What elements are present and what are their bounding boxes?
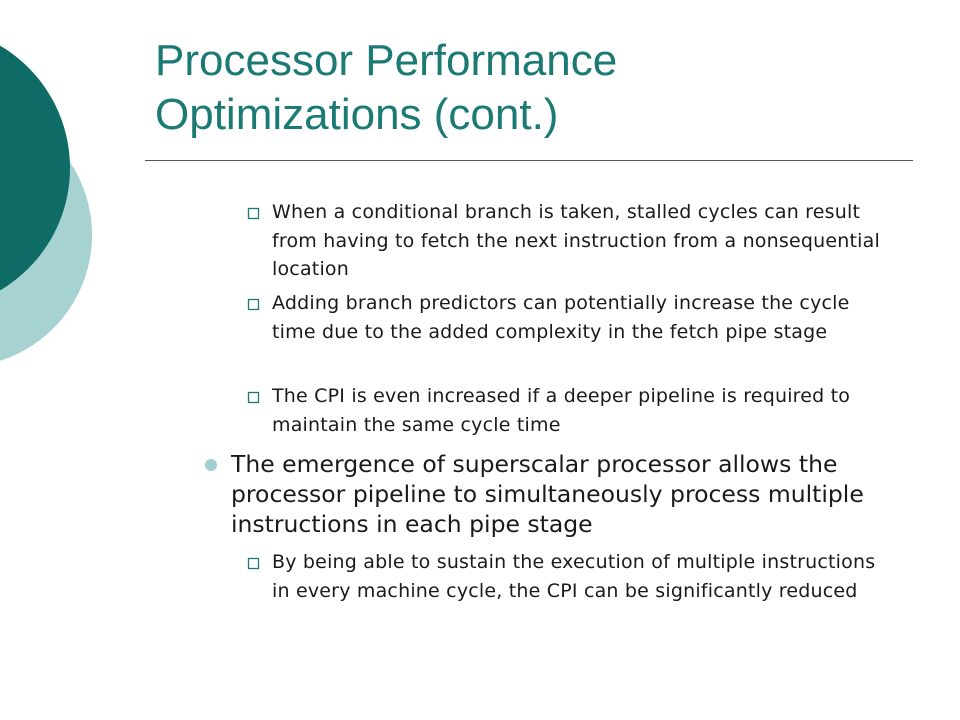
sub-bullet-text: The CPI is even increased if a deeper pipeline is required to maintain the same cycle time: [272, 385, 851, 436]
sub-bullet: [247, 198, 887, 284]
sub-bullet: [247, 289, 887, 346]
hollow-square-icon: [247, 207, 260, 220]
hollow-square-icon: [247, 298, 260, 311]
sub-bullet-text: By being able to sustain the execution of multiple instructions in every machine cycle, the CPI can be significantly reduced: [272, 551, 876, 602]
filled-circle-icon: [205, 459, 217, 471]
sub-bullet: [247, 548, 887, 605]
title-line-2: Optimizations (cont.): [155, 90, 559, 139]
main-bullet-text: The emergence of superscalar processor allows the processor pipeline to simultaneously process multiple instructions in each pipe stage: [231, 450, 864, 538]
sub-bullet-text: Adding branch predictors can potentially increase the cycle time due to the added complexity in the fetch pipe stage: [272, 292, 850, 343]
main-bullet: [205, 449, 905, 539]
hollow-square-icon: [247, 557, 260, 570]
sub-bullet: [247, 382, 887, 439]
sub-bullet-text: When a conditional branch is taken, stalled cycles can result from having to fetch the next instruction from a nonsequential location: [272, 201, 880, 280]
title-line-1: Processor Performance: [155, 36, 618, 85]
hollow-square-icon: [247, 391, 260, 404]
